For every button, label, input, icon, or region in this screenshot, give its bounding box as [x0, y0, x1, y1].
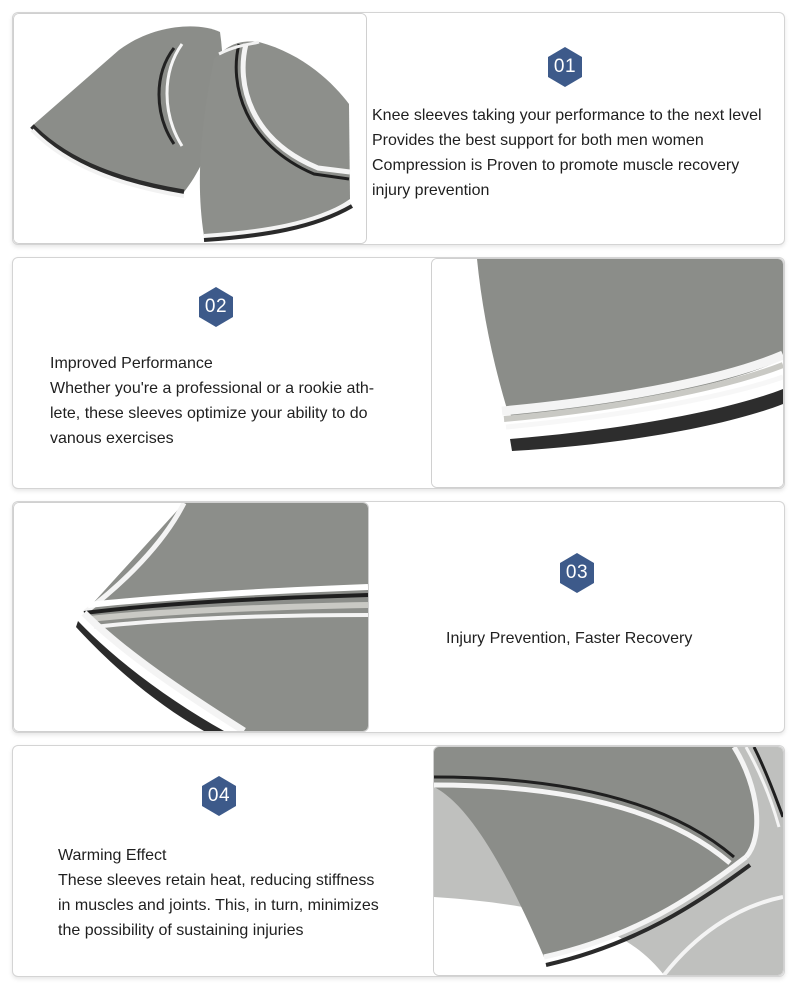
feature-text-3 [446, 626, 692, 651]
step-badge-2 [198, 287, 234, 327]
step-badge-4 [201, 776, 237, 816]
sleeve-fold-illustration [434, 747, 783, 975]
feature-line: lete, these sleeves optimize your ability to do [50, 405, 368, 422]
feature-line: Provides the best support for both men women [372, 132, 704, 149]
feature-line: Compression is Proven to promote muscle recovery [372, 157, 740, 174]
step-number-4: 04 [207, 785, 231, 806]
feature-line: Warming Effect [58, 847, 167, 864]
step-number-2: 02 [204, 296, 228, 317]
step-badge-1 [547, 47, 583, 87]
feature-line: Knee sleeves taking your performance to the next level [372, 107, 762, 124]
product-image-3 [13, 502, 369, 732]
feature-text-4 [58, 843, 379, 943]
feature-text-2 [50, 351, 374, 451]
product-image-1 [13, 13, 367, 244]
feature-line: Injury Prevention, Faster Recovery [446, 630, 693, 647]
sleeve-edge-illustration [432, 259, 783, 487]
knee-sleeves-pair-illustration [14, 14, 366, 243]
feature-line: in muscles and joints. This, in turn, minimizes [58, 897, 379, 914]
feature-line: Whether you're a professional or a rookie ath- [50, 380, 375, 397]
feature-line: Improved Performance [50, 355, 213, 372]
step-number-3: 03 [565, 562, 589, 583]
product-image-4 [433, 746, 784, 976]
step-number-1: 01 [553, 56, 577, 77]
feature-text-1 [372, 103, 762, 203]
feature-panel-1 [12, 12, 785, 245]
feature-line: the possibility of sustaining injuries [58, 922, 304, 939]
feature-line: These sleeves retain heat, reducing stiffness [58, 872, 375, 889]
feature-panel-4 [12, 745, 785, 977]
feature-line: vanous exercises [50, 430, 174, 447]
product-image-2 [431, 258, 784, 488]
step-badge-3 [559, 553, 595, 593]
sleeve-seam-illustration [14, 503, 368, 731]
feature-panel-3 [12, 501, 785, 733]
feature-line: injury prevention [372, 182, 490, 199]
feature-panel-2 [12, 257, 785, 489]
